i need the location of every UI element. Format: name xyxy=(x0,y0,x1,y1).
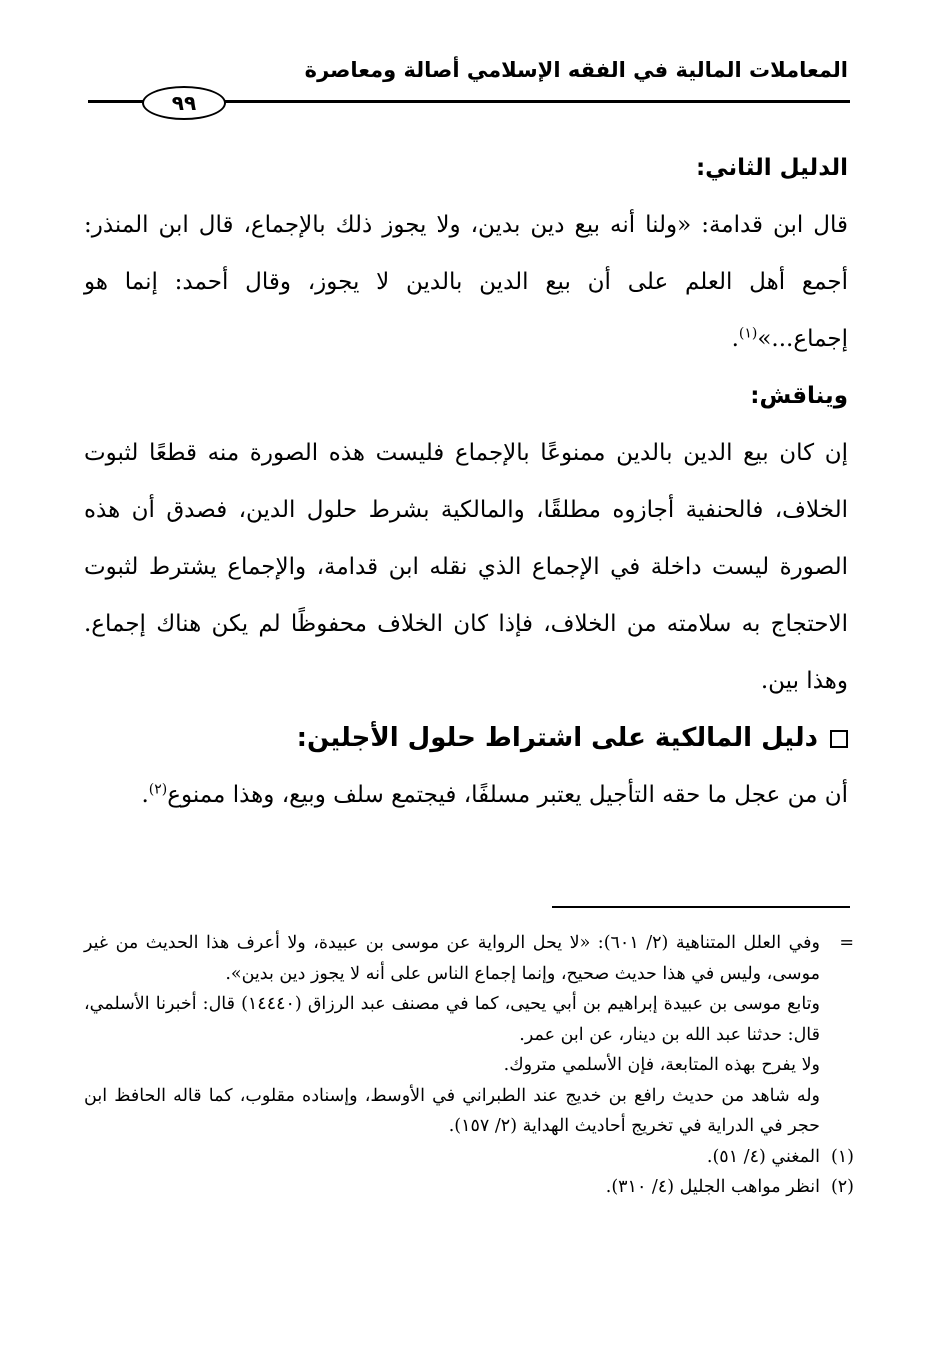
continuation-mark: = xyxy=(839,933,854,953)
paragraph-maliki-evidence-text: أن من عجل ما حقه التأجيل يعتبر مسلفًا، فيجتمع سلف وبيع، وهذا ممنوع xyxy=(167,782,848,808)
footnote-ref-2[interactable]: (٢) xyxy=(148,781,168,798)
footnote-continuation-3-text: ولا يفرح بهذه المتابعة، فإن الأسلمي متروك. xyxy=(503,1055,820,1075)
footnote-1-text: المغني (٤/ ٥١). xyxy=(706,1146,820,1167)
paragraph-ibn-qudama xyxy=(84,197,848,368)
footnote-continuation-1-text: وفي العلل المتناهية (٢/ ٦٠١): «لا يحل الرواية عن موسى بن عبيدة، ولا أعرف هذا الحديث من غير موسى، وليس في هذا حديث صحيح، وإنما إجماع الناس على أنه لا يجوز دين بدين». xyxy=(84,933,821,984)
page-number: ٩٩ xyxy=(142,86,226,120)
footnote-continuation-4 xyxy=(84,1081,854,1142)
footnote-1-number: (١) xyxy=(830,1146,854,1167)
footnote-separator xyxy=(552,906,850,908)
running-header: المعاملات المالية في الفقه الإسلامي أصالة ومعاصرة xyxy=(304,58,848,82)
section-heading xyxy=(84,710,848,767)
section-heading-text: دليل المالكية على اشتراط حلول الأجلين: xyxy=(296,723,818,753)
heading-discussion: ويناقش: xyxy=(750,383,848,409)
footnotes xyxy=(84,928,854,1203)
footnote-1 xyxy=(84,1142,854,1173)
footnote-continuation-2 xyxy=(84,989,854,1050)
footnote-2 xyxy=(84,1172,854,1203)
paragraph-maliki-evidence xyxy=(84,767,848,824)
paragraph-ibn-qudama-end: . xyxy=(731,326,739,352)
footnote-continuation-2-text: وتابع موسى بن عبيدة إبراهيم بن أبي يحيى، كما في مصنف عبد الرزاق (١٤٤٤٠) قال: أخبرنا الأسلمي، قال: حدثنا عبد الله بن دينار، عن ابن عمر. xyxy=(84,994,820,1045)
footnote-continuation-1 xyxy=(84,928,854,989)
paragraph-ibn-qudama-text: قال ابن قدامة: «ولنا أنه بيع دين بدين، ولا يجوز ذلك بالإجماع، قال ابن المنذر: أجمع أهل العلم على أن بيع الدين بالدين لا يجوز، وقال أحمد: إنما هو إجماع...» xyxy=(84,212,848,352)
main-text xyxy=(84,140,848,824)
footnote-continuation-3 xyxy=(84,1050,854,1081)
checkbox-square-icon xyxy=(830,730,848,748)
footnote-ref-1[interactable]: (١) xyxy=(738,325,758,342)
footnote-2-text: انظر مواهب الجليل (٤/ ٣١٠). xyxy=(605,1177,820,1197)
footnote-2-number: (٢) xyxy=(830,1177,854,1197)
paragraph-maliki-evidence-end: . xyxy=(141,782,149,808)
heading-second-evidence: الدليل الثاني: xyxy=(695,155,848,181)
footnote-continuation-4-text: وله شاهد من حديث رافع بن خديج عند الطبراني في الأوسط، وإسناده مقلوب، كما قاله الحافظ ابن حجر في الدراية في تخريج أحاديث الهداية (٢/ ١٥٧). xyxy=(84,1085,820,1136)
paragraph-discussion: إن كان بيع الدين بالدين ممنوعًا بالإجماع فليست هذه الصورة منه قطعًا لثبوت الخلاف، فالحنفية أجازوه مطلقًا، والمالكية بشرط حلول الدين، فصدق أن هذه الصورة ليست داخلة في الإجماع الذي نقله ابن قدامة، والإجماع يشترط لثبوت الاحتجاج به سلامته من الخلاف، فإذا كان الخلاف محفوظًا لم يكن هناك إجماع. وهذا بين. xyxy=(84,440,848,694)
